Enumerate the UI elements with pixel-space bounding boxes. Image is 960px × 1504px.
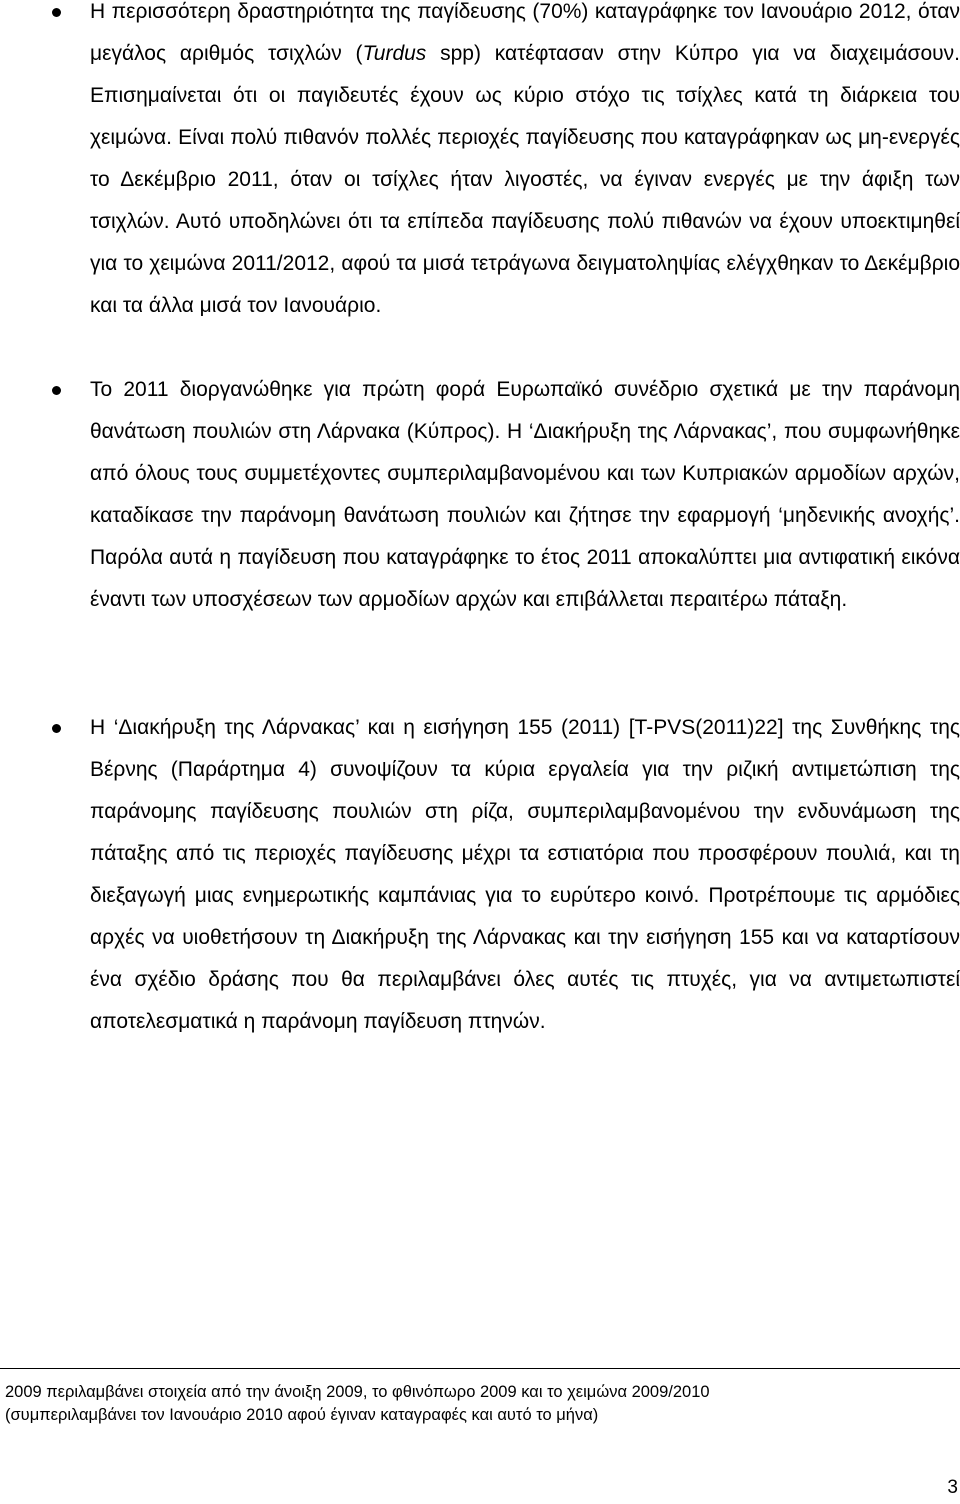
- paragraph-text: spp) κατέφτασαν στην Κύπρο για να διαχειμάσουν. Επισημαίνεται ότι οι παγιδευτές έχουν ως κύριο στόχο τις τσίχλες κατά τη διάρκεια του χειμώνα. Είναι πολύ πιθανόν πολλές περιοχές παγίδευσης που καταγράφηκαν ως μη-ενεργές το Δεκέμβριο 2011, όταν οι τσίχλες ήταν λιγοστές, να έγιναν ενεργές με την άφιξη των τσιχλών. Αυτό υποδηλώνει ότι τα επίπεδα παγίδευσης πολύ πιθανών να έχουν υποεκτιμηθεί για το χειμώνα 2011/2012, αφού τα μισά τετράγωνα δειγματοληψίας ελέγχθηκαν το Δεκέμβριο και τα άλλα μισά τον Ιανουάριο.: [90, 42, 960, 317]
- paragraph-recommendations: [90, 707, 960, 1043]
- footnote: [5, 1381, 955, 1427]
- bullet-icon: [52, 386, 61, 395]
- footnote-line: 2009 περιλαμβάνει στοιχεία από την άνοιξη 2009, το φθινόπωρο 2009 και το χειμώνα 2009/2010: [5, 1383, 710, 1401]
- paragraph-text: Η περισσότερη δραστηριότητα της παγίδευσης (70%) καταγράφηκε τον Ιανουάριο 2012, όταν μεγάλος αριθμός τσιχλών (: [90, 0, 960, 65]
- paragraph-trapping-activity: [90, 0, 960, 327]
- species-name: Turdus: [362, 42, 427, 65]
- paragraph-larnaca-conference: [90, 369, 960, 621]
- paragraph-text: Το 2011 διοργανώθηκε για πρώτη φορά Ευρωπαϊκό συνέδριο σχετικά με την παράνομη θανάτωση πουλιών στη Λάρνακα (Κύπρος). Η ‘Διακήρυξη της Λάρνακας’, που συμφωνήθηκε από όλους τους συμμετέχοντες συμπεριλαμβανομένου και των Κυπριακών αρμοδίων αρχών, καταδίκασε την παράνομη θανάτωση πουλιών και ζήτησε την εφαρμογή ‘μηδενικής ανοχής’. Παρόλα αυτά η παγίδευση που καταγράφηκε το έτος 2011 αποκαλύπτει μια αντιφατική εικόνα έναντι των υποσχέσεων των αρμοδίων αρχών και επιβάλλεται περαιτέρω πάταξη.: [90, 378, 960, 611]
- bullet-icon: [52, 724, 61, 733]
- paragraph-text: Η ‘Διακήρυξη της Λάρνακας’ και η εισήγηση 155 (2011) [T-PVS(2011)22] της Συνθήκης της Βέρνης (Παράρτημα 4) συνοψίζουν τα κύρια εργαλεία για την ριζική αντιμετώπιση της παράνομης παγίδευσης πουλιών στη ρίζα, συμπεριλαμβανομένου την ενδυνάμωση της πάταξης από τις περιοχές παγίδευσης μέχρι τα εστιατόρια που προσφέρουν πουλιά, και τη διεξαγωγή μιας ενημερωτικής καμπάνιας για το ευρύτερο κοινό. Προτρέπουμε τις αρμόδιες αρχές να υιοθετήσουν τη Διακήρυξη της Λάρνακας και την εισήγηση 155 και να καταρτίσουν ένα σχέδιο δράσης που θα περιλαμβάνει όλες αυτές τις πτυχές, για να αντιμετωπιστεί αποτελεσματικά η παράνομη παγίδευση πτηνών.: [90, 716, 960, 1033]
- footnote-line: (συμπεριλαμβάνει τον Ιανουάριο 2010 αφού έγιναν καταγραφές και αυτό το μήνα): [5, 1406, 599, 1424]
- bullet-icon: [52, 8, 61, 17]
- page-number: 3: [947, 1477, 958, 1498]
- footnote-separator: [0, 1368, 960, 1369]
